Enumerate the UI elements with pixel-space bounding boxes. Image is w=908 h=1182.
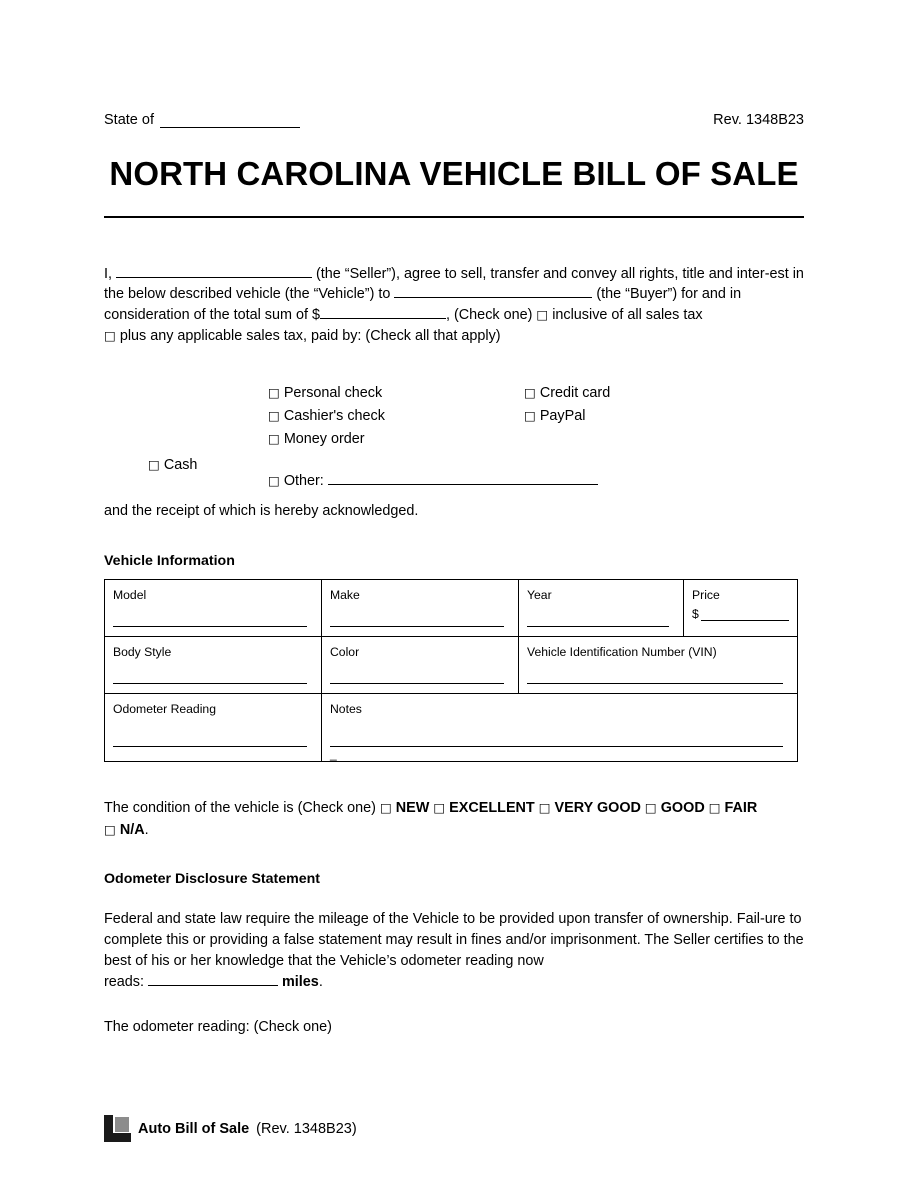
checkbox-na-icon[interactable]: □ [104,821,116,837]
checkbox-fair-icon[interactable]: □ [708,800,721,816]
checkbox-plus-tax-icon[interactable]: □ [104,328,116,344]
payment-label: Personal check [283,385,383,402]
payment-cash-label: Cash [163,457,198,474]
payment-option-money-order[interactable] [268,431,385,447]
notes-dash: _ [330,747,337,762]
intro-part1: I, [104,265,116,282]
plus-option-label: plus any applicable sales tax, paid by: (Check all that apply) [119,328,501,345]
cell-label: Price [692,588,720,603]
cell-input-line[interactable] [113,720,307,747]
intro-part3: (the “Buyer”) for and in consideration of the total sum of $ [104,286,742,324]
cell-label: Notes [330,702,362,717]
odometer-reads-label: reads: [104,973,148,990]
odometer-disclosure-body [104,909,804,993]
cell-input-line[interactable] [113,606,307,627]
payment-other-blank[interactable] [328,471,598,485]
payment-option-credit-card[interactable] [524,385,610,401]
payment-other-label: Other: [283,473,324,490]
checkbox-excellent-icon[interactable]: □ [433,800,446,816]
odometer-body-text: Federal and state law require the mileage of the Vehicle to be provided upon transfer of ownership. Fail-ure to complete this or providing a false statement may result in fines and/or imprisonment. The Seller certifies to the best of his or her knowledge that the Vehicle’s odometer reading now [104,911,804,970]
cell-input-line[interactable] [113,663,307,684]
document-footer [104,1115,357,1142]
cell-color[interactable] [322,637,519,694]
checkbox-good-icon[interactable]: □ [644,800,657,816]
payment-label: Credit card [539,385,611,402]
footer-brand-name: Auto Bill of Sale [138,1120,250,1137]
payment-column-2 [524,385,610,431]
payment-option-other[interactable] [268,471,598,489]
odometer-check-line: The odometer reading: (Check one) [104,1018,332,1035]
table-row [105,694,798,762]
acknowledgement-text: and the receipt of which is hereby acknowledged. [104,503,419,520]
seller-name-blank[interactable] [116,264,312,278]
cell-input-line[interactable] [330,720,783,747]
odometer-period: . [318,973,323,990]
payment-option-cash[interactable] [148,457,197,473]
cell-input-line[interactable] [330,663,504,684]
inclusive-option-label: inclusive of all sales tax [552,307,703,324]
intro-part2: (the “Seller”), agree to sell, transfer and convey all rights, title and inter-est in the below described vehicle (the “Vehicle”) to [104,265,804,303]
payment-column-1 [268,385,385,454]
intro-part4: , (Check one) [446,307,537,324]
payment-option-personal-check[interactable] [268,385,385,401]
odometer-miles-label: miles [282,973,319,990]
cell-label: Model [113,588,147,603]
checkbox-money-order-icon[interactable]: □ [268,431,280,447]
cell-label: Odometer Reading [113,702,216,717]
revision-code: Rev. 1348B23 [713,112,804,128]
cell-label: Vehicle Identification Number (VIN) [527,645,717,660]
condition-period: . [144,821,149,838]
cell-input-line[interactable] [527,606,669,627]
page-title: NORTH CAROLINA VEHICLE BILL OF SALE [109,155,799,192]
vehicle-information-table [104,579,798,762]
condition-option-excellent: EXCELLENT [449,800,535,817]
condition-option-fair: FAIR [724,800,758,817]
price-currency-symbol: $ [692,607,699,622]
state-of-label: State of [104,112,154,128]
odometer-reading-blank[interactable] [148,972,278,986]
table-row [105,637,798,694]
title-divider [104,216,804,218]
condition-option-good: GOOD [660,800,705,817]
table-row [105,580,798,637]
state-of-blank[interactable] [160,114,300,128]
checkbox-inclusive-icon[interactable]: □ [536,307,549,323]
condition-option-na: N/A [119,821,145,838]
payment-option-cashiers-check[interactable] [268,408,385,424]
odometer-disclosure-heading: Odometer Disclosure Statement [104,871,321,888]
cell-price[interactable] [684,580,798,637]
cell-label: Make [330,588,360,603]
checkbox-cash-icon[interactable]: □ [148,457,160,473]
cell-input-line[interactable] [527,663,783,684]
cell-label: Color [330,645,360,660]
vehicle-information-heading: Vehicle Information [104,553,235,570]
payment-label: Cashier's check [283,408,385,425]
condition-lead: The condition of the vehicle is (Check one) [104,800,380,817]
cell-input-line[interactable] [701,606,789,621]
cell-input-line[interactable] [330,606,504,627]
cell-year[interactable] [519,580,684,637]
condition-option-new: NEW [395,800,430,817]
auto-bill-of-sale-logo-icon [104,1115,131,1142]
condition-option-very-good: VERY GOOD [554,800,641,817]
checkbox-personal-check-icon[interactable]: □ [268,385,280,401]
checkbox-new-icon[interactable]: □ [379,800,392,816]
footer-revision: (Rev. 1348B23) [256,1120,357,1137]
checkbox-very-good-icon[interactable]: □ [538,800,551,816]
payment-option-paypal[interactable] [524,408,610,424]
cell-vin[interactable] [519,637,798,694]
payment-label: Money order [283,431,365,448]
document-header [104,0,804,128]
cell-model[interactable] [105,580,322,637]
condition-paragraph [104,798,804,841]
document-content [104,0,804,1035]
state-of-field [104,112,300,128]
cell-make[interactable] [322,580,519,637]
cell-label: Body Style [113,645,172,660]
checkbox-credit-card-icon[interactable]: □ [524,385,536,401]
intro-paragraph [104,264,804,348]
payment-label: PayPal [539,408,586,425]
cell-body-style[interactable] [105,637,322,694]
cell-label: Year [527,588,552,603]
payment-methods [104,385,804,497]
cell-odometer-reading[interactable] [105,694,322,762]
checkbox-cashiers-check-icon[interactable]: □ [268,408,280,424]
price-input[interactable] [692,606,789,621]
total-sum-blank[interactable] [320,305,446,319]
checkbox-other-icon[interactable]: □ [268,473,280,489]
cell-notes[interactable] [322,694,798,762]
checkbox-paypal-icon[interactable]: □ [524,408,536,424]
buyer-name-blank[interactable] [394,284,592,298]
